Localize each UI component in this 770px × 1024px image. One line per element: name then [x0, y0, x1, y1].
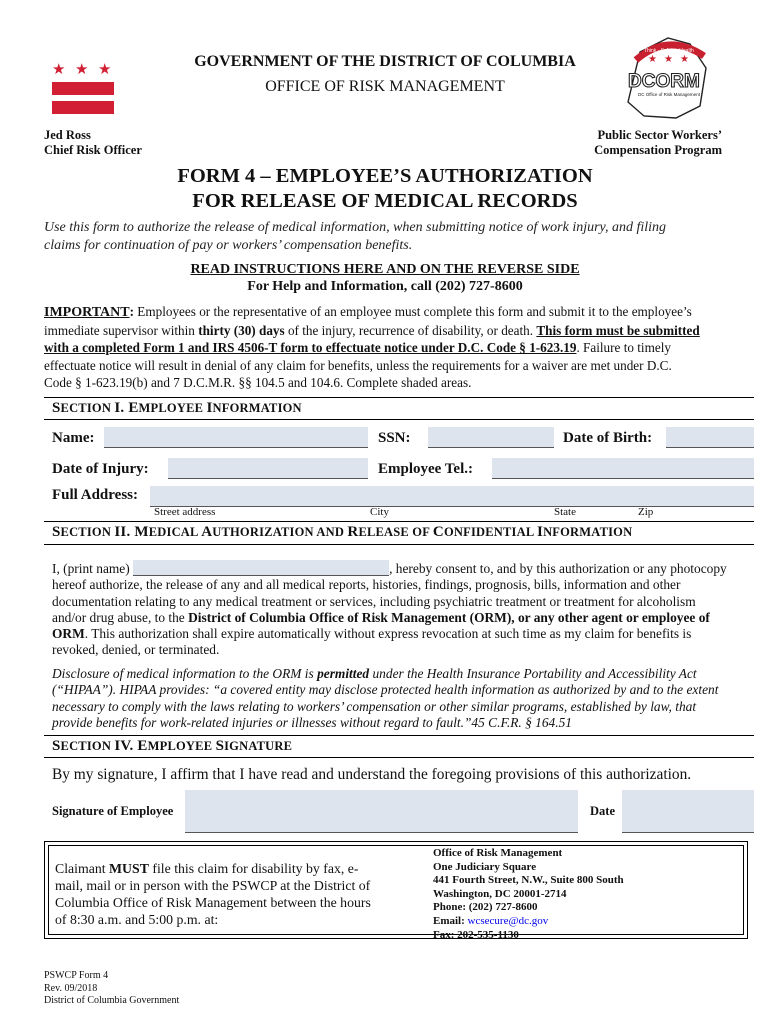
state-caption: State — [554, 506, 576, 518]
claimant-text: file this claim for disability by fax, e- — [148, 861, 359, 876]
svg-text:DC Office of Risk Management: DC Office of Risk Management — [638, 92, 700, 97]
section-divider — [44, 544, 754, 545]
zip-caption: Zip — [638, 506, 654, 518]
claimant-box — [44, 841, 748, 939]
svg-text:★: ★ — [664, 54, 673, 65]
section-divider — [44, 521, 754, 522]
name-field[interactable] — [104, 427, 368, 448]
orm-text: ORM — [52, 626, 85, 642]
must-text: MUST — [109, 861, 149, 876]
star-icon: ★ — [75, 62, 89, 78]
claimant-instructions — [55, 860, 385, 928]
print-name-field[interactable] — [133, 560, 389, 576]
important-paragraph — [44, 303, 756, 392]
dob-field[interactable] — [666, 427, 754, 448]
ssn-field[interactable] — [428, 427, 554, 448]
form-title-line-2: FOR RELEASE OF MEDICAL RECORDS — [192, 190, 578, 212]
print-name-label: I, (print name) — [52, 561, 130, 576]
hipaa-paragraph — [52, 666, 756, 731]
important-text: . Failure to timely — [576, 340, 671, 356]
important-colon: : — [129, 304, 134, 319]
authorization-text: hereof authorize, the release of any and all medical reports, histories, findings, prognosis, bills, information and other — [52, 577, 681, 593]
section-4-title: SECTION IV. EMPLOYEE SIGNATURE — [52, 738, 293, 754]
permitted-text: permitted — [317, 666, 370, 681]
office-title: OFFICE OF RISK MANAGEMENT — [265, 78, 505, 95]
authorization-text: documentation relating to any medical treatment or services, including psychiatric treatment or treatment for alcoholism — [52, 593, 696, 609]
form-title-line-1: FORM 4 – EMPLOYEE’S AUTHORIZATION — [177, 165, 593, 187]
contact-city: Washington, DC 20001-2714 — [433, 887, 567, 900]
contact-street: 441 Fourth Street, N.W., Suite 800 South — [433, 874, 624, 887]
authorization-text: , hereby consent to, and by this authorization or any photocopy — [389, 561, 727, 576]
important-text: immediate supervisor within — [44, 322, 199, 338]
hipaa-text: necessary to comply with the laws relating to workers’ compensation or other similar programs, established by law, that — [52, 698, 697, 714]
important-text: Code § 1-623.19(b) and 7 D.C.M.R. §§ 104.5 and 104.6. Complete shaded areas. — [44, 375, 472, 391]
contact-block — [433, 847, 624, 942]
contact-fax: Fax: 202-535-1130 — [433, 928, 519, 941]
claimant-text: of 8:30 a.m. and 5:00 p.m. at: — [55, 912, 219, 927]
authorization-text: revoked, denied, or terminated. — [52, 642, 220, 658]
orm-text: District of Columbia Office of Risk Management (ORM), or any other agent or employee of — [188, 609, 710, 625]
footer — [44, 970, 179, 1008]
contact-building: One Judiciary Square — [433, 860, 537, 873]
section-divider — [44, 419, 754, 420]
contact-email-link[interactable]: wcsecure@dc.gov — [467, 914, 549, 927]
hipaa-text: (“HIPAA”). HIPAA provides: “a covered entity may disclose protected health information as authorized by and to the extent — [52, 682, 719, 698]
name-label: Name: — [52, 430, 95, 446]
claimant-text: mail, mail or in person with the PSWCP at the District of — [55, 878, 371, 893]
authorization-paragraph — [52, 560, 756, 659]
intro-line-2: claims for continuation of pay or workers’ compensation benefits. — [44, 238, 413, 253]
section-divider — [44, 757, 754, 758]
svg-text:DCORM: DCORM — [628, 71, 700, 92]
employee-tel-label: Employee Tel.: — [378, 461, 474, 477]
footer-gov: District of Columbia Government — [44, 995, 180, 1006]
date-of-injury-field[interactable] — [168, 458, 368, 479]
star-icon: ★ — [52, 62, 66, 78]
footer-rev: Rev. 09/2018 — [44, 982, 98, 994]
authorization-text: . This authorization shall expire automatically without express revocation at such time as my claim for benefits is — [84, 626, 692, 642]
officer-name: Jed Ross — [44, 128, 91, 142]
date-field[interactable] — [622, 790, 754, 833]
section-2-title: SECTION II. MEDICAL AUTHORIZATION AND RELEASE OF CONFIDENTIAL INFORMATION — [52, 524, 633, 540]
flag-bar — [52, 101, 114, 114]
help-line: For Help and Information, call (202) 727-8600 — [247, 279, 523, 294]
dob-label: Date of Birth: — [563, 430, 653, 446]
employee-tel-field[interactable] — [492, 458, 754, 479]
section-divider — [44, 397, 754, 398]
hipaa-text: Disclosure of medical information to the ORM is — [52, 666, 318, 681]
gov-title: GOVERNMENT OF THE DISTRICT OF COLUMBIA — [194, 53, 576, 70]
important-label: IMPORTANT — [44, 305, 130, 320]
intro-line-1: Use this form to authorize the release of medical information, when submitting notice of work injury, and filing — [44, 220, 667, 235]
svg-text:★: ★ — [680, 54, 689, 65]
star-icon: ★ — [98, 62, 112, 78]
street-address-caption: Street address — [154, 506, 216, 518]
contact-phone: Phone: (202) 727-8600 — [433, 901, 538, 914]
claimant-text: Columbia Office of Risk Management between the hours — [55, 895, 371, 910]
signature-label: Signature of Employee — [52, 804, 174, 818]
footer-form: PSWCP Form 4 — [44, 970, 109, 981]
contact-email-label: Email: — [433, 914, 468, 927]
must-submit-text: This form must be submitted — [536, 322, 700, 338]
read-instructions: READ INSTRUCTIONS HERE AND ON THE REVERSE SIDE — [190, 262, 580, 277]
authorization-text: and/or drug abuse, to the — [52, 609, 189, 625]
contact-office: Office of Risk Management — [433, 847, 563, 859]
claimant-text: Claimant — [55, 861, 110, 876]
full-address-field[interactable] — [150, 486, 754, 507]
officer-title: Chief Risk Officer — [44, 143, 142, 157]
city-caption: City — [370, 506, 389, 518]
svg-text:★: ★ — [648, 54, 657, 65]
program-line-2: Compensation Program — [594, 143, 722, 157]
important-text: effectuate notice will result in denial of any claim for benefits, unless the requirements for a waiver are met under D.C. — [44, 357, 672, 373]
dcorm-logo — [618, 32, 718, 124]
section-divider — [44, 735, 754, 736]
date-label: Date — [590, 804, 615, 818]
dc-flag — [52, 64, 114, 120]
important-text: Employees or the representative of an employee must complete this form and submit it to the employee’s — [134, 304, 692, 319]
program-line-1: Public Sector Workers’ — [597, 128, 722, 142]
flag-bar — [52, 82, 114, 95]
hipaa-text: under the Health Insurance Portability and Accessibility Act — [369, 666, 697, 681]
must-submit-text: with a completed Form 1 and IRS 4506-T form to effectuate notice under D.C. Code § 1-623.19 — [44, 340, 577, 356]
ssn-label: SSN: — [378, 430, 411, 446]
svg-text:Think · Safety · Health: Think · Safety · Health — [644, 48, 694, 54]
section-1-title: SECTION I. EMPLOYEE INFORMATION — [52, 400, 302, 416]
signature-field[interactable] — [185, 790, 578, 833]
affirmation-text: By my signature, I affirm that I have read and understand the foregoing provisions of this authorization. — [52, 766, 692, 783]
date-of-injury-label: Date of Injury: — [52, 461, 149, 477]
deadline-text: thirty (30) days — [198, 322, 285, 338]
full-address-label: Full Address: — [52, 487, 138, 503]
important-text: of the injury, recurrence of disability, or death. — [284, 322, 537, 338]
hipaa-text: provide benefits for work-related injuries or illnesses without regard to fault.”45 C.F.R. § 164.51 — [52, 714, 572, 730]
